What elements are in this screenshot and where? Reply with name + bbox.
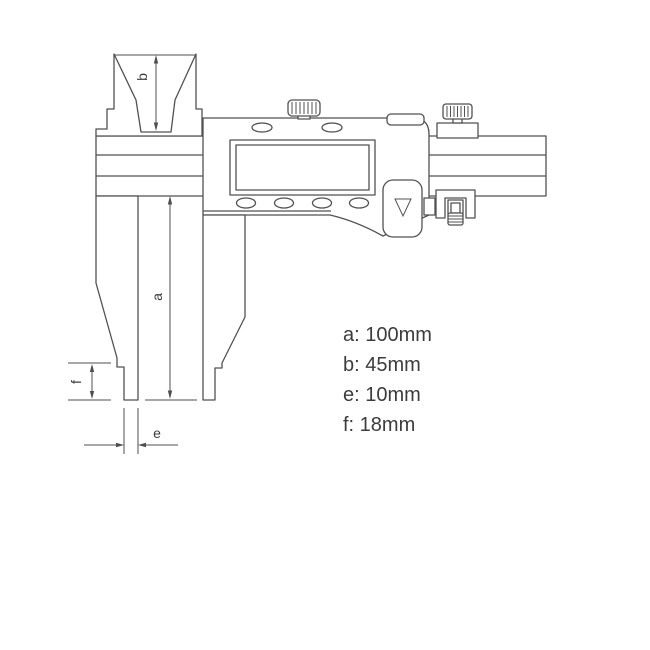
lower-movable-jaw-outline <box>203 215 245 400</box>
thumb-grip <box>383 180 422 237</box>
lock-screw-housing <box>437 123 478 138</box>
dimension-b-label: b <box>134 73 150 81</box>
lcd-display <box>230 140 375 195</box>
clamp-roller-housing-inner <box>451 203 460 213</box>
legend-line-a: a: 100mm <box>343 324 432 346</box>
dimension-e-arrowhead-right <box>116 443 124 447</box>
caliper-button-bottom-2 <box>275 198 294 208</box>
thumb-grip-pad <box>383 180 422 237</box>
dimension-e-arrowhead-left <box>138 443 146 447</box>
dimension-f-arrowhead-down <box>90 391 94 399</box>
upper-inside-jaws <box>96 54 202 136</box>
legend-line-b: b: 45mm <box>343 354 421 376</box>
dimension-e <box>84 408 178 454</box>
dimension-a-arrowhead-down <box>168 391 172 400</box>
dimension-f-label: f <box>68 380 84 384</box>
dimension-f-arrowhead-up <box>90 364 94 372</box>
dimension-a <box>145 196 197 400</box>
lock-screw <box>437 104 478 138</box>
lock-screw-knurling <box>447 106 468 117</box>
dimension-a-label: a <box>149 293 165 301</box>
battery-cover <box>387 114 424 125</box>
lower-movable-jaw <box>203 215 245 400</box>
dimension-b-arrowhead-up <box>154 55 158 64</box>
dimension-e-label: e <box>153 425 161 441</box>
dimension-f <box>68 363 111 400</box>
upper-jaws-outline <box>96 54 202 136</box>
lower-fixed-jaw <box>96 196 138 400</box>
clamp-connector <box>424 198 435 215</box>
legend-line-e: e: 10mm <box>343 384 421 406</box>
lcd-screen <box>236 145 369 190</box>
caliper-button-top-2 <box>322 123 342 132</box>
caliper-button-bottom-4 <box>350 198 369 208</box>
caliper-button-bottom-1 <box>237 198 256 208</box>
thumb-roller <box>288 100 320 119</box>
lower-fixed-jaw-outline <box>96 196 138 400</box>
dimension-legend <box>343 324 432 436</box>
caliper-button-top-1 <box>252 123 272 132</box>
dimension-b-arrowhead-down <box>154 123 158 132</box>
dimension-a-arrowhead-up <box>168 196 172 205</box>
legend-line-f: f: 18mm <box>343 414 416 436</box>
caliper-button-bottom-3 <box>313 198 332 208</box>
thumb-roller-knurling <box>292 102 316 114</box>
